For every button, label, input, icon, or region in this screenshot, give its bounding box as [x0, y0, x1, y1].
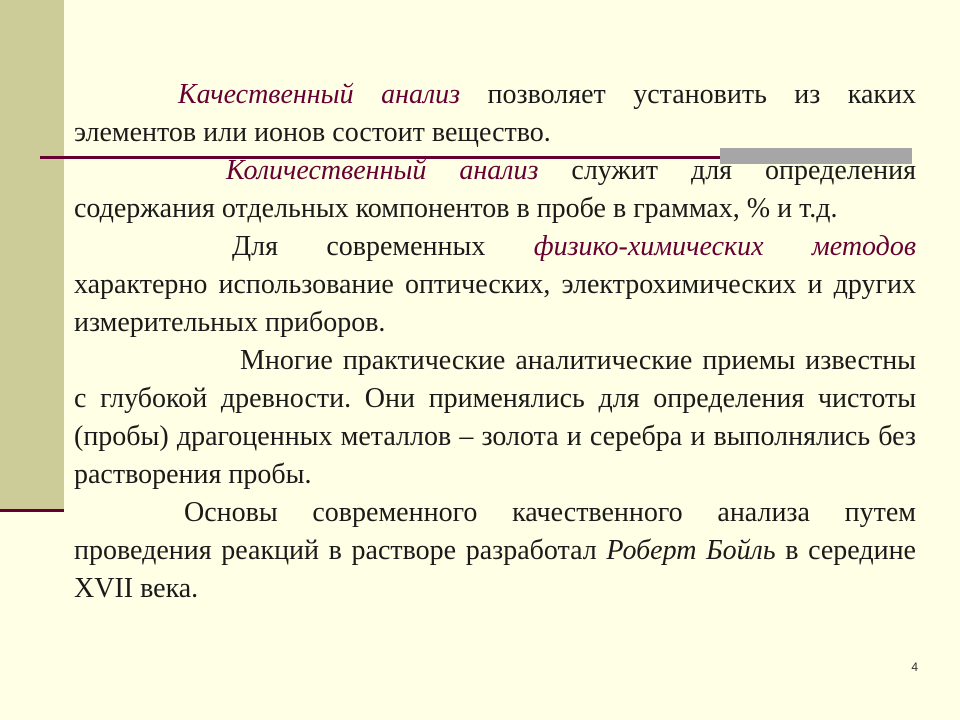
left-bar-divider [0, 509, 64, 512]
paragraph-text: Многие практические аналитические приемы известны с глубокой древности. Они применялись для определения чистоты (пробы) драгоценных металлов – золота и серебра и выполнялись без растворения пробы. [74, 345, 916, 490]
paragraph-text: позволяет установить из каких элементов или ионов состоит вещество. [74, 79, 916, 148]
slide-body [74, 76, 916, 608]
paragraph-lead: Основы современного качественного анализа путем проведения реакций в растворе разработал [74, 497, 916, 566]
term-quantitative-analysis: Количественный анализ [226, 155, 539, 186]
paragraph-text: в середине XVII века. [74, 535, 916, 604]
page-number: 4 [911, 660, 918, 674]
paragraph-quantitative [74, 152, 916, 228]
person-name: Роберт Бойль [606, 535, 776, 566]
paragraph-lead: Для современных [232, 231, 534, 262]
left-accent-bar [0, 0, 64, 512]
paragraph-boyle [74, 494, 916, 608]
paragraph-physicochemical [74, 228, 916, 342]
paragraph-text: служит для определения содержания отдельных компонентов в пробе в граммах, % и т.д. [74, 155, 916, 224]
paragraph-qualitative [74, 76, 916, 152]
term-qualitative-analysis: Качественный анализ [178, 79, 461, 110]
paragraph-ancient-methods [74, 342, 916, 494]
paragraph-text: характерно использование оптических, электрохимических и других измерительных приборов. [74, 269, 916, 338]
term-physicochemical-methods: физико-химических методов [533, 231, 916, 262]
